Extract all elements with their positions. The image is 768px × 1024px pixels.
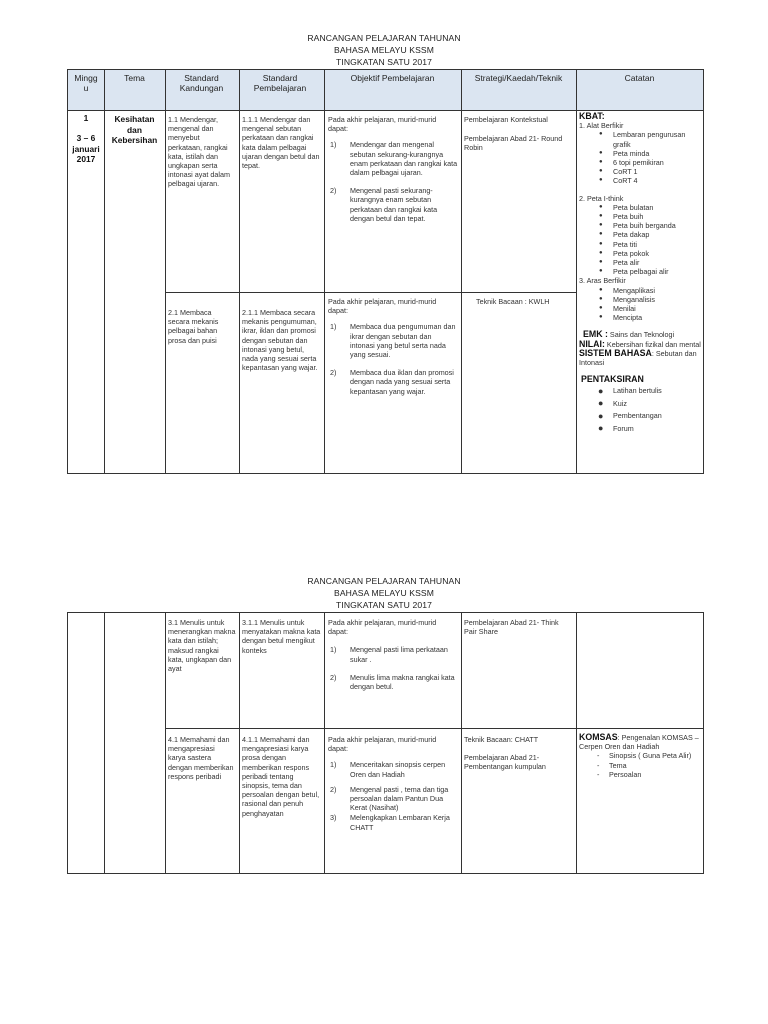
- doc-title-line-2: BAHASA MELAYU KSSM: [333, 588, 435, 598]
- col-divider: [576, 613, 577, 873]
- col-minggu: Mingg u: [74, 73, 98, 93]
- nilai-line: NILAI: Kebersihan fizikal dan mental: [579, 338, 701, 349]
- col-standard-kandungan: Standard Kandungan: [179, 73, 224, 93]
- col-divider: [324, 70, 325, 473]
- list-item: ● CoRT 4: [599, 176, 638, 186]
- pentaksiran-list: [579, 385, 703, 435]
- list-item: ● 6 topi pemikiran: [599, 158, 664, 168]
- strategi-1: [464, 115, 572, 153]
- komsas-line-2: Cerpen Oren dan Hadiah: [579, 742, 660, 752]
- col-standard-pembelajaran: Standard Pembelajaran: [253, 73, 307, 93]
- col-strategi: Strategi/Kaedah/Teknik: [474, 73, 563, 83]
- row-divider: [165, 292, 576, 293]
- list-item: ● Menilai: [599, 304, 636, 314]
- row-divider: [165, 728, 703, 729]
- list-item: - Sinopsis ( Guna Peta Alir): [597, 751, 692, 761]
- objektif-list: [328, 140, 458, 223]
- list-item: 1) Membaca dua pengumuman dan ikrar dengan sebutan dan intonasi yang betul serta nada yang sesuai.: [330, 322, 456, 360]
- week-number: 1: [83, 113, 89, 123]
- strategi-3: Pembelajaran Abad 21- Think Pair Share: [464, 618, 559, 637]
- objektif-intro: Pada akhir pelajaran, murid-murid dapat:: [328, 115, 437, 134]
- strategi-item: Teknik Bacaan: CHATT: [464, 735, 539, 744]
- strategi-item: Pembelajaran Abad 21- Pembentangan kumpulan: [464, 753, 546, 772]
- list-item: ● Lembaran pengurusan grafik: [599, 130, 686, 149]
- week-dates: 3 – 6 januari 2017: [72, 133, 100, 164]
- objektif-3: [328, 618, 458, 691]
- doc-title-line-3: TINGKATAN SATU 2017: [336, 57, 432, 67]
- list-item: ● Kuiz: [598, 398, 627, 409]
- alat-list: [579, 130, 703, 185]
- list-item: ● Peta minda: [599, 148, 650, 158]
- objektif-intro: Pada akhir pelajaran, murid-murid dapat:: [328, 297, 437, 316]
- aras-heading: 3. Aras Berfikir: [579, 276, 626, 286]
- list-item: ● CoRT 1: [599, 167, 638, 177]
- sk-4-1: 4.1 Memahami dan mengapresiasi karya sastera dengan memberikan respons peribadi: [168, 735, 234, 781]
- peta-list: [579, 203, 703, 277]
- col-catatan: Catatan: [624, 73, 655, 83]
- kbat-heading: KBAT:: [579, 111, 605, 121]
- catatan-komsas: [579, 733, 701, 779]
- list-item: ● Peta pokok: [599, 248, 649, 258]
- col-tema: Tema: [124, 73, 145, 83]
- sk-2-1: 2.1 Membaca secara mekanis pelbagai bahan prosa dan puisi: [168, 308, 219, 345]
- list-item: ● Peta titi: [599, 239, 637, 249]
- sk-1-1: 1.1 Mendengar, mengenal dan menyebut perkataan, rangkai kata, istilah dan ungkapan serta intonasi ayat dalam pelbagai ujaran.: [168, 115, 230, 189]
- doc-title-line-1: RANCANGAN PELAJARAN TAHUNAN: [307, 576, 461, 586]
- peta-heading: 2. Peta I-think: [579, 193, 624, 203]
- col-divider: [165, 70, 166, 473]
- list-item: ● Peta dakap: [599, 230, 650, 240]
- list-item: 2) Menulis lima makna rangkai kata dengan betul.: [330, 672, 455, 692]
- komsas-line: KOMSAS: Pengenalan KOMSAS –: [579, 732, 699, 742]
- list-item: ● Peta pelbagai alir: [599, 267, 669, 277]
- list-item: 2) Mengenal pasti sekurang-kurangnya enam sebutan perkataan dan rangkai kata dengan betul dan tepat.: [330, 186, 438, 223]
- col-divider: [104, 613, 105, 873]
- strategi-item: Pembelajaran Kontekstual: [464, 115, 548, 124]
- sp-1-1-1: 1.1.1 Mendengar dan mengenal sebutan perkataan dan rangkai kata dalam pelbagai ujaran dengan betul dan tepat.: [242, 115, 320, 171]
- list-item: 1) Menceritakan sinopsis cerpen Oren dan Hadiah: [330, 760, 446, 779]
- strategi-2: Teknik Bacaan : KWLH: [476, 297, 550, 306]
- col-divider: [576, 70, 577, 473]
- strategi-4: [464, 735, 572, 772]
- objektif-1: [328, 115, 458, 223]
- objektif-list: [328, 760, 458, 831]
- plan-table-1: [67, 69, 704, 474]
- catatan-1: [579, 112, 703, 435]
- sp-4-1-1: 4.1.1 Memahami dan mengapresiasi karya prosa dengan memberikan respons peribadi tentang sinopsis, tema dan persoalan dengan betul, rasional dan penuh penghayatan: [242, 735, 320, 818]
- col-divider: [239, 613, 240, 873]
- list-item: ● Peta buih: [599, 212, 644, 222]
- col-divider: [239, 70, 240, 473]
- sistem-bahasa-line: SISTEM BAHASA: Sebutan dan Intonasi: [579, 347, 697, 368]
- plan-table-2: [67, 612, 704, 874]
- list-item: 2) Membaca dua iklan dan promosi dengan nada yang sesuai serta kepantasan yang wajar.: [330, 368, 454, 396]
- list-item: ● Mengaplikasi: [599, 285, 655, 295]
- doc-title-line-2: BAHASA MELAYU KSSM: [333, 45, 435, 55]
- emk-line: EMK : Sains dan Teknologi: [583, 329, 675, 340]
- col-divider: [104, 70, 105, 473]
- objektif-2: [328, 297, 458, 396]
- sp-2-1-1: 2.1.1 Membaca secara mekanis pengumuman, ikrar, iklan dan promosi dengan sebutan dan intonasi yang betul, nada yang sesuai serta kepantasan yang wajar.: [242, 308, 318, 373]
- alat-heading: 1. Alat Berfikir: [579, 121, 624, 131]
- komsas-list: [579, 751, 701, 779]
- list-item: - Persoalan: [597, 769, 642, 779]
- strategi-item: Pembelajaran Abad 21- Round Robin: [464, 134, 563, 153]
- list-item: 2) Mengenal pasti , tema dan tiga persoalan dalam Pantun Dua Kerat (Nasihat): [330, 784, 449, 813]
- list-item: ● Peta buih berganda: [599, 221, 676, 231]
- list-item: ● Pembentangan: [598, 410, 662, 421]
- list-item: - Tema: [597, 760, 627, 770]
- list-item: 3) Melengkapkan Lembaran Kerja CHATT: [330, 813, 450, 832]
- pentaksiran-heading: PENTAKSIRAN: [581, 374, 644, 385]
- col-divider: [165, 613, 166, 873]
- col-divider: [461, 70, 462, 473]
- list-item: 1) Mengenal pasti lima perkataan sukar .: [330, 645, 448, 664]
- list-item: ● Mencipta: [599, 313, 643, 323]
- objektif-intro: Pada akhir pelajaran, murid-murid dapat:: [328, 735, 437, 754]
- objektif-list: [328, 645, 458, 691]
- list-item: ● Forum: [598, 423, 634, 434]
- col-divider: [324, 613, 325, 873]
- col-objektif: Objektif Pembelajaran: [350, 73, 435, 83]
- doc-title-line-3: TINGKATAN SATU 2017: [336, 600, 432, 610]
- aras-list: [579, 286, 703, 323]
- list-item: ● Peta alir: [599, 258, 640, 268]
- sk-3-1: 3.1 Menulis untuk menerangkan makna kata dan istilah; maksud rangkai kata, ungkapan dan ayat: [168, 618, 236, 674]
- list-item: 1) Mendengar dan mengenal sebutan sekurang-kurangnya enam perkataan dan rangkai kata dalam pelbagai ujaran.: [330, 140, 458, 178]
- doc-title-line-1: RANCANGAN PELAJARAN TAHUNAN: [307, 33, 461, 43]
- list-item: ● Peta bulatan: [599, 202, 654, 212]
- list-item: ● Latihan bertulis: [598, 385, 662, 396]
- tema-value: Kesihatan dan Kebersihan: [111, 114, 158, 145]
- list-item: ● Menganalisis: [599, 294, 655, 304]
- col-divider: [461, 613, 462, 873]
- objektif-4: [328, 735, 458, 832]
- objektif-intro: Pada akhir pelajaran, murid-murid dapat:: [328, 618, 437, 637]
- sp-3-1-1: 3.1.1 Menulis untuk menyatakan makna kata dengan betul mengikut konteks: [242, 618, 321, 655]
- objektif-list: [328, 322, 458, 395]
